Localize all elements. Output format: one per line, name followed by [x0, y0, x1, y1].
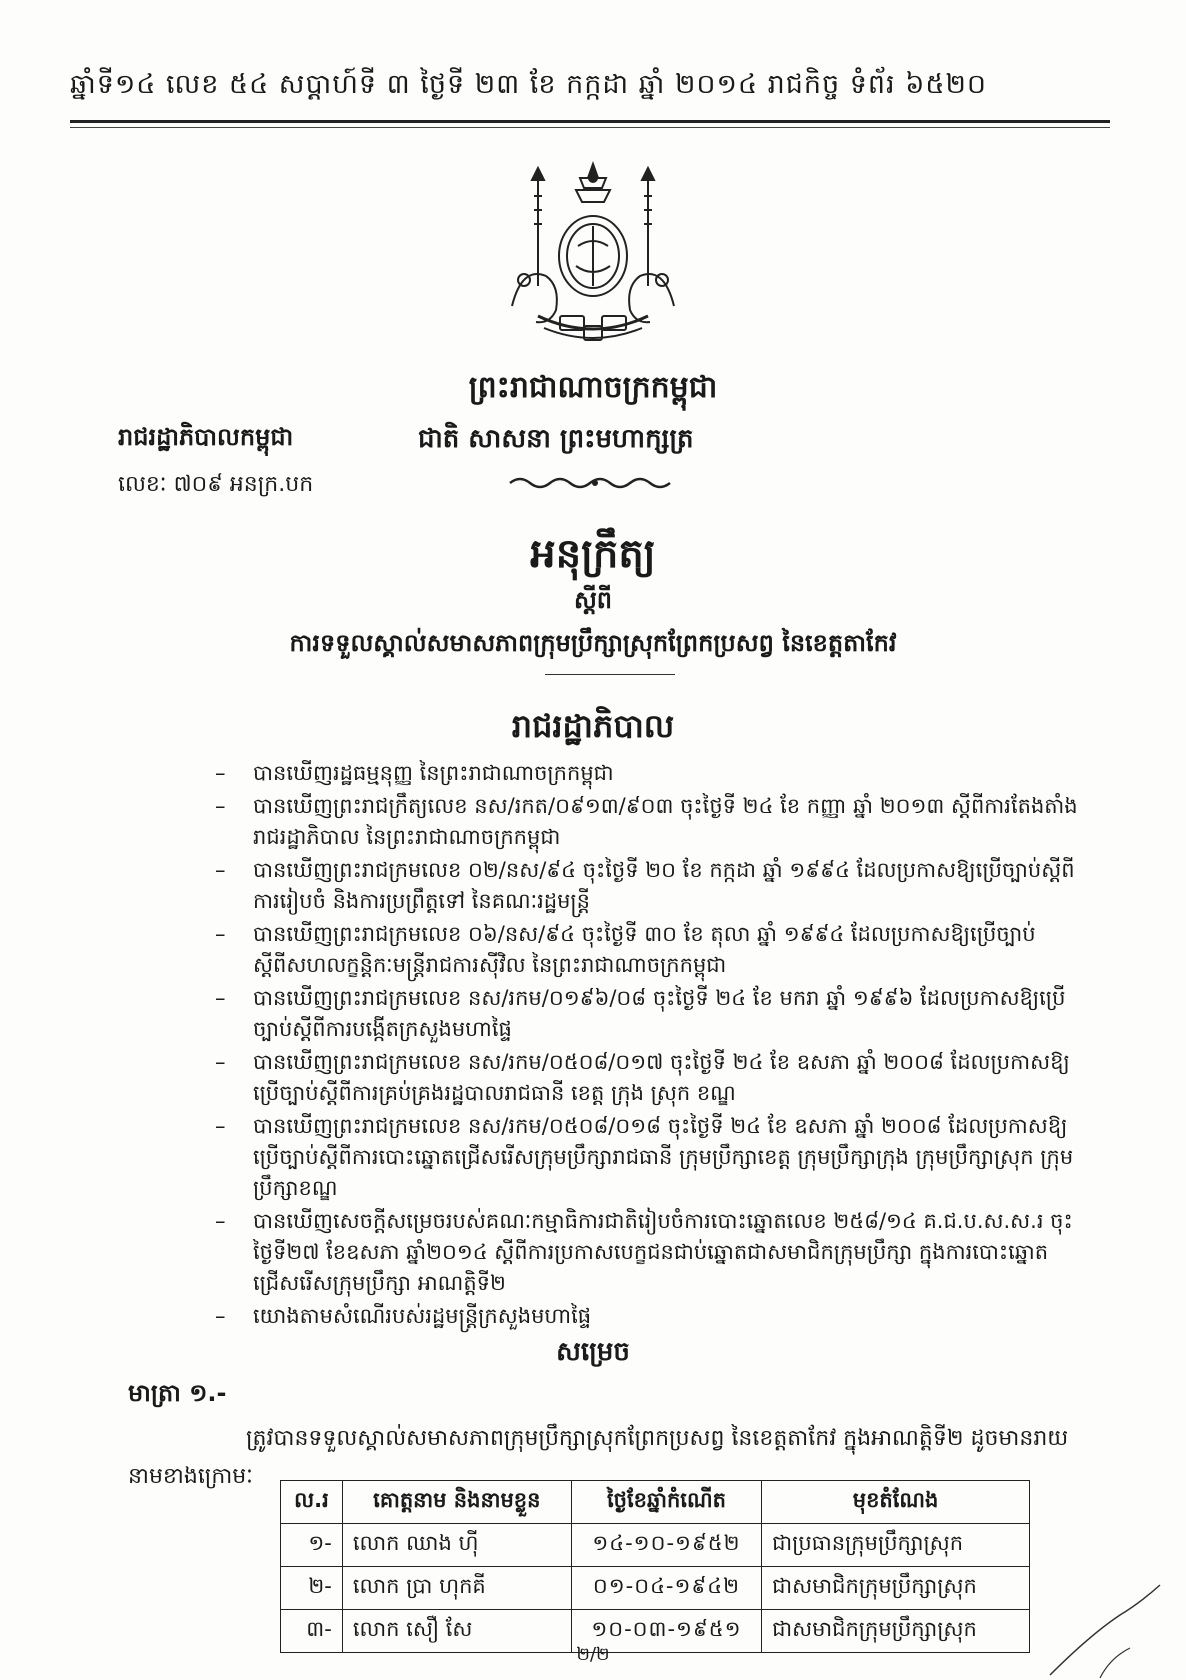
- gazette-header: ឆ្នាំទី១៤ លេខ ៥៤ សប្តាហ៍ទី ៣ ថ្ងៃទី ២៣ ខែ កក្កដា ឆ្នាំ ២០១៤ រាជកិច្ច ទំព័រ ៦៥២០: [70, 69, 987, 100]
- government-label: រាជរដ្ឋាភិបាលកម្ពុជា: [118, 423, 294, 451]
- cell-position: ជាប្រធានក្រុមប្រឹក្សាស្រុក: [762, 1524, 1030, 1567]
- list-item: – បានឃើញព្រះរាជក្រមលេខ ០២/នស/៩៤ ចុះថ្ងៃទី ២០ ខែ កក្កដា ឆ្នាំ ១៩៩៤ ដែលប្រកាសឱ្យប្រើច្បាប់ស្តីពីការរៀបចំ និងការប្រព្រឹត្តទៅ នៃគណៈរដ្ឋមន្ត្រី: [215, 855, 1085, 917]
- document-subject: ការទទួលស្គាល់សមាសភាពក្រុមប្រឹក្សាស្រុកព្រែកប្រសព្វ នៃខេត្តតាកែវ: [289, 629, 897, 657]
- bullet-dash: –: [215, 922, 226, 946]
- table-header-row: [281, 1481, 1030, 1524]
- members-table: [280, 1480, 1030, 1653]
- bullet-dash: –: [215, 1209, 226, 1233]
- royal-coat-of-arms-icon: [498, 156, 688, 356]
- bullet-dash: –: [215, 858, 226, 882]
- header-rule-thin: [70, 127, 1110, 128]
- national-motto: ជាតិ សាសនា ព្រះមហាក្សត្រ: [418, 424, 694, 454]
- bullet-dash: –: [215, 1114, 226, 1138]
- list-item: – បានឃើញសេចក្តីសម្រេចរបស់គណៈកម្មាធិការជាតិរៀបចំការបោះឆ្នោតលេខ ២៥៨/១៤ គ.ជ.ប.ស.ស.រ ចុះថ្ងៃទី២៧ ខែឧសភា ឆ្នាំ២០១៤ ស្តីពីការប្រកាសបេក្ខជនជាប់ឆ្នោតជាសមាជិកក្រុមប្រឹក្សា ក្នុងការបោះឆ្នោតជ្រើសរើសក្រុមប្រឹក្សា អាណត្តិទី២: [215, 1206, 1085, 1299]
- cell-position: ជាសមាជិកក្រុមប្រឹក្សាស្រុក: [762, 1567, 1030, 1610]
- ornament-divider-icon: [505, 474, 685, 492]
- list-item: – បានឃើញព្រះរាជក្រឹត្យលេខ នស/រកត/០៩១៣/៩០៣ ចុះថ្ងៃទី ២៤ ខែ កញ្ញា ឆ្នាំ ២០១៣ ស្តីពីការតែងតាំងរាជរដ្ឋាភិបាល នៃព្រះរាជាណាចក្រកម្ពុជា: [215, 791, 1085, 853]
- bullet-dash: –: [215, 761, 226, 785]
- table-row: [281, 1524, 1030, 1567]
- list-item: – បានឃើញព្រះរាជក្រមលេខ នស/រកម/០៥០៨/០១៧ ចុះថ្ងៃទី ២៤ ខែ ឧសភា ឆ្នាំ ២០០៨ ដែលប្រកាសឱ្យប្រើច្បាប់ស្តីពីការគ្រប់គ្រងរដ្ឋបាលរាជធានី ខេត្ត ក្រុង ស្រុក ខណ្ឌ: [215, 1047, 1085, 1109]
- cell-no: ២-: [281, 1567, 343, 1610]
- list-item: – បានឃើញរដ្ឋធម្មនុញ្ញ នៃព្រះរាជាណាចក្រកម្ពុជា: [215, 758, 1085, 789]
- bullet-dash: –: [215, 1050, 226, 1074]
- document-title: អនុក្រឹត្យ: [530, 531, 656, 577]
- cell-dob: ០១-០៤-១៩៤២: [571, 1567, 761, 1610]
- list-item: – បានឃើញព្រះរាជក្រមលេខ នស/រកម/០៥០៨/០១៨ ចុះថ្ងៃទី ២៤ ខែ ឧសភា ឆ្នាំ ២០០៨ ដែលប្រកាសឱ្យប្រើច្បាប់ស្តីពីការបោះឆ្នោតជ្រើសរើសក្រុមប្រឹក្សារាជធានី ក្រុមប្រឹក្សាខេត្ត ក្រុមប្រឹក្សាក្រុង ក្រុមប្រឹក្សាស្រុក ក្រុមប្រឹក្សាខណ្ឌ: [215, 1111, 1085, 1204]
- cell-name: លោក ប្រា ហុកគី: [342, 1567, 571, 1610]
- list-item: – យោងតាមសំណើរបស់រដ្ឋមន្ត្រីក្រសួងមហាផ្ទៃ: [215, 1301, 1085, 1332]
- about-label: ស្តីពី: [573, 586, 613, 614]
- list-item: – បានឃើញព្រះរាជក្រមលេខ នស/រកម/០១៩៦/០៨ ចុះថ្ងៃទី ២៤ ខែ មករា ឆ្នាំ ១៩៩៦ ដែលប្រកាសឱ្យប្រើច្បាប់ស្តីពីការបង្កើតក្រសួងមហាផ្ទៃ: [215, 983, 1085, 1045]
- page-number: ២/២: [576, 1644, 610, 1665]
- cell-position: ជាសមាជិកក្រុមប្រឹក្សាស្រុក: [762, 1610, 1030, 1653]
- document-number: លេខៈ ៧០៩ អនក្រ.បក: [118, 472, 314, 497]
- col-header-no: ល.រ: [281, 1481, 343, 1524]
- article-text: ត្រូវបានទទួលស្គាល់សមាសភាពក្រុមប្រឹក្សាស្រុកព្រែកប្រសព្វ នៃខេត្តតាកែវ ក្នុងអាណត្តិទី២ ដូចមានរាយនាមខាងក្រោមៈ: [128, 1426, 1069, 1489]
- cell-name: លោក សឿ សែ: [342, 1610, 571, 1653]
- bullet-dash: –: [215, 794, 226, 818]
- kingdom-title: ព្រះរាជាណាចក្រកម្ពុជា: [468, 370, 718, 405]
- government-heading: រាជរដ្ឋាភិបាល: [511, 707, 675, 745]
- bullet-dash: –: [215, 986, 226, 1010]
- cell-no: ៣-: [281, 1610, 343, 1653]
- table-row: [281, 1567, 1030, 1610]
- subject-divider: [545, 674, 675, 675]
- header-rule: [70, 120, 1110, 123]
- cell-no: ១-: [281, 1524, 343, 1567]
- col-header-position: មុខតំណែង: [762, 1481, 1030, 1524]
- cell-name: លោក ឈាង ហ៊ី: [342, 1524, 571, 1567]
- decides-heading: សម្រេច: [556, 1337, 630, 1367]
- article-label: មាត្រា ១.-: [128, 1379, 227, 1407]
- list-item: – បានឃើញព្រះរាជក្រមលេខ ០៦/នស/៩៤ ចុះថ្ងៃទី ៣០ ខែ តុលា ឆ្នាំ ១៩៩៤ ដែលប្រកាសឱ្យប្រើច្បាប់ស្តីពីសហលក្ខន្តិកៈមន្ត្រីរាជការស៊ីវិល នៃព្រះរាជាណាចក្រកម្ពុជា: [215, 919, 1085, 981]
- considerations-list: [215, 758, 1085, 1334]
- col-header-name: គោត្តនាម និងនាមខ្លួន: [342, 1481, 571, 1524]
- bullet-dash: –: [215, 1304, 226, 1328]
- cell-dob: ១៤-១០-១៩៥២: [571, 1524, 761, 1567]
- col-header-dob: ថ្ងៃខែឆ្នាំកំណើត: [571, 1481, 761, 1524]
- cell-dob: ១០-០៣-១៩៥១: [571, 1610, 761, 1653]
